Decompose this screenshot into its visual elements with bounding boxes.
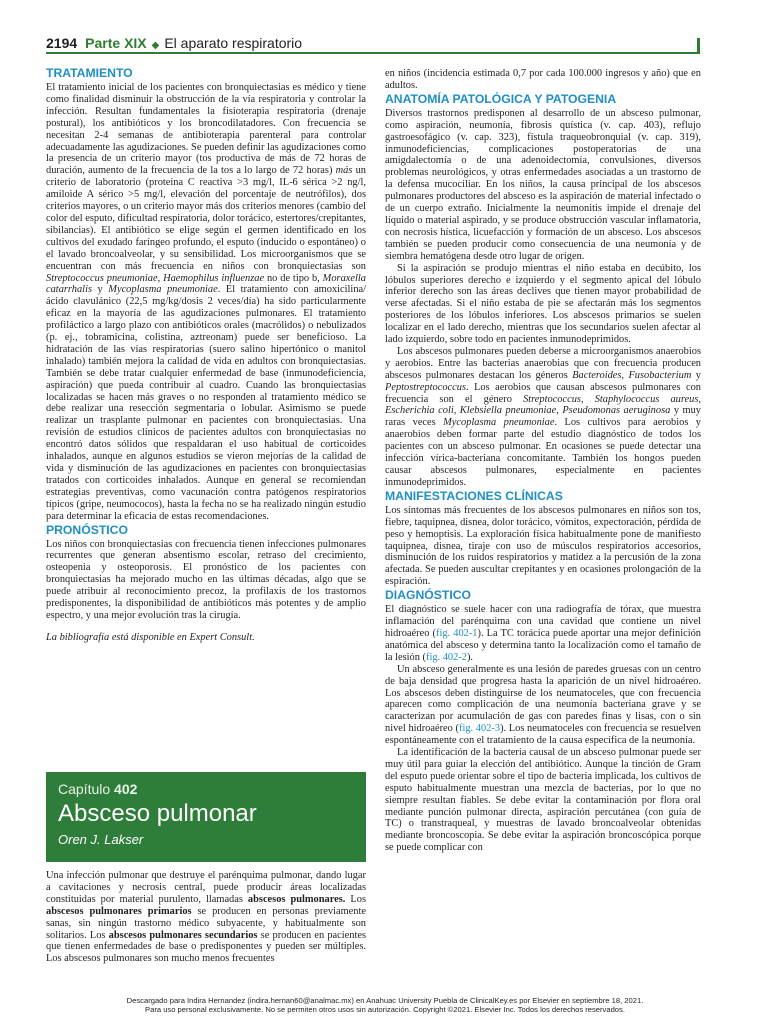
text-run: ). [466,651,474,663]
header-rule [46,52,700,54]
text-run: y [691,369,701,381]
chapter-label [58,780,354,798]
tratamiento-heading: TRATAMIENTO [46,66,133,80]
figure-link[interactable]: fig. 402-3 [459,723,501,735]
footer-line-1: Descargado para Indira Hernandez (indira.hernan60@analmac.mx) en Anahuac University Puebla de ClinicalKey.es por Elsevier en septiembre 18, 2021. [126,996,644,1005]
anatomia-paragraph-1: Diversos trastornos predisponen al desarrollo de un absceso pulmonar, como aspiración, neumonía, fibrosis quística (v. cap. 403), reflujo gastroesofágico (v. cap. 323), fístula traqueobronquial (v. cap. 319), inmunodeficiencias, complicaciones postoperatorias de una amigdalectomía o de una adenoidectomía, convulsiones, diversos problemas neurológicos, y otras enfermedades asociadas a un trastorno de la defensa mucociliar. En los niños, la causa principal de los abscesos pulmonares productores del absceso es la aspiración de material infectado o de un cuerpo extraño. Inicialmente la neumonitis impide el drenaje del líquido o material aspirado, y se produce obstrucción vascular inflamatoria, con necrosis hística, licuefacción y formación de un absceso. Los abscesos también se pueden producir como consecuencia de una neumonía y de siembra hematógena desde otro lugar de origen. [385,107,701,262]
page-number: 2194 [46,35,78,51]
text-run-italic: Mycoplasma pneumoniae [443,417,555,429]
chapter-intro [46,870,366,965]
text-run: Los abscesos pulmonares pueden deberse a microorganismos anaerobios y aerobios. Entre las bacterias anaerobias que con frecuencia producen abscesos pulmonares destacan los géneros [385,345,701,381]
part-label: Parte XIX [85,35,147,51]
manifestaciones-paragraph: Los síntomas más frecuentes de los abscesos pulmonares en niños son tos, fiebre, taquipnea, disnea, dolor torácico, vómitos, expectoración, pérdida de peso y hemoptisis. La exploración física habitualmente pone de manifiesto taquipnea, disnea, tiraje con uso de músculos respiratorios accesorios, disminución de los ruidos respiratorios y matidez a la percusión de la zona afectada. Se pueden auscultar crepitantes y en ocasiones prolongación de la espiración. [385,504,701,588]
diagnostico-heading: DIAGNÓSTICO [385,588,471,603]
text-run: y muy raras veces [385,405,701,429]
chapter-title-box [46,772,366,862]
intro-paragraph [46,870,366,965]
text-run: . Los aerobios que causan abscesos pulmonares con frecuencia son el género [385,381,701,405]
download-footer [60,996,710,1014]
diagnostico-paragraph-2 [385,664,701,747]
text-run: ). La TC torácica puede aportar una mejor definición anatómica del absceso y determina tanto la localización como el tamaño de la lesión ( [385,627,701,663]
left-column [46,66,366,644]
text-run-italic: más [335,165,353,177]
chapter-word: Capítulo [58,781,111,797]
anatomia-heading: ANATOMÍA PATOLÓGICA Y PATOGENIA [385,91,617,106]
diagnostico-paragraph-1 [385,604,701,664]
anatomia-paragraph-3 [385,346,701,489]
text-run: Un absceso generalmente es una lesión de paredes gruesas con un centro de baja densidad que progresa hasta la aparición de un nivel hidroaéreo. Los abscesos deben distinguirse de los neumatoceles, que con frecuencia aparecen como complicación de una neumonía bacteriana grave y se caracterizan por acumulación de gas con paredes finas y lisas, con o sin nivel hidroaéreo ( [385,663,701,735]
chapter-author: Oren J. Lakser [58,832,144,847]
text-run-italic: Bacteroides, Fusobacterium [572,369,692,381]
pronostico-paragraph: Los niños con bronquiectasias con frecuencia tienen infecciones pulmonares recurrentes que generan absentismo escolar, retraso del crecimiento, osteopenia y osteoporosis. El pronóstico de los pacientes con bronquiectasias ha mejorado mucho en las últimas décadas, algo que se puede atribuir al reconocimiento precoz, la profilaxis de los trastornos predisponentes, la disponibilidad de antibióticos más potentes y de amplio espectro, y una mejor evolución tras la cirugía. [46,538,366,621]
text-run: . Los cultivos para aerobios y anaerobios deben formar parte del estudio diagnóstico de todos los pacientes con un absceso pulmonar. En ocasiones se puede detectar una infección vírica-bacteriana concomitante. También los hongos pueden causar abscesos pulmonares, especialmente en pacientes inmunodeprimidos. [385,417,701,488]
figure-link[interactable]: fig. 402-1 [436,627,478,639]
text-run-italic: Moraxella catarrhalis [46,272,366,296]
footer-line-2: Para uso personal exclusivamente. No se permiten otros usos sin autorización. Copyright ©2021. Elsevier Inc. Todos los derechos reservados. [145,1005,625,1014]
text-run: Una infección pulmonar que destruye el parénquima pulmonar, dando lugar a cavitaciones y necrosis central, puede producir áreas localizadas constituidas por material purulento, llamadas [46,870,366,905]
manifestaciones-heading: MANIFESTACIONES CLÍNICAS [385,488,563,503]
text-run-bold: abscesos pulmonares primarios [46,905,192,917]
header-rule-tick [697,38,700,54]
text-run-bold: abscesos pulmonares secundarios [108,929,258,941]
text-run: no de tipo b, [264,272,323,284]
running-header [46,34,700,56]
text-run: se producen en pacientes que tienen enfermedades de base o predisponentes y pueden ser múltiples. Los abscesos pulmonares son mucho menos frecuentes [46,929,367,965]
text-run-bold: abscesos pulmonares. [247,893,346,905]
section-title: El aparato respiratorio [164,35,303,51]
text-run: ). Los neumatoceles con frecuencia se resuelven espontáneamente con el tratamiento de la causa específica de la neumonía. [385,723,701,747]
text-run: un criterio de laboratorio (proteína C reactiva >3 mg/l, IL-6 sérica >2 ng/l, amiloide A sérico >5 mg/l, elevación del porcentaje de neutrófilos), dos criterios mayores, o un criterio mayor más dos criterios menores (cambio del color del esputo, dificultad respiratoria, dolor torácico, estertores/crepitantes, sibilancias). El antibiótico se elige según el germen identificado en los cultivos del exudado faríngeo profundo, el esputo (inducido o espontáneo) o el lavado broncoalveolar, y su sensibilidad. Los microorganismos que se encuentran con más frecuencia en niños con bronquiectasias son [46,165,366,272]
diagnostico-paragraph-3: La identificación de la bacteria causal de un absceso pulmonar puede ser muy útil para guiar la elección del antibiótico. Aunque la tinción de Gram del esputo puede orientar sobre el tipo de bacteria implicada, los cultivos de esputo habitualmente muestran una mezcla de bacterias, por lo que no siempre resultan fiables. Se debe evitar la contaminación por flora oral mediante punción pulmonar directa, aspiración percutánea (con guía de TC) o transtraqueal, y muestras de lavado broncoalveolar obtenidas mediante broncoscopia. Se debe evitar la aspiración broncoscópica porque se puede complicar con [385,747,701,854]
chapter-number: 402 [114,781,138,797]
text-run-italic: Peptostreptococcus [385,381,466,393]
text-run-italic: Streptococcus pneumoniae [46,272,158,284]
diamond-icon: ◆ [151,40,160,51]
text-run-italic: Haemophilus influenzae [163,272,265,284]
text-run: se producen en personas previamente sanas, sin ningún trastorno médico subyacente, y habitualmente son solitarios. Los [46,905,366,941]
text-run: El diagnóstico se suele hacer con una radiografía de tórax, que muestra inflamación del parénquima con una cavidad que contiene un nivel hidroaéreo ( [385,604,701,639]
text-run: . El tratamiento con amoxicilina/ácido clavulánico (22,5 mg/kg/dosis 2 veces/día) ha sido particularmente eficaz en la mayoría de las agudizaciones pulmonares. El tratamiento profiláctico a largo plazo con antibióticos orales (macrólidos) o nebulizados (p. ej., tobramicina, colistina, aztreonam) puede ser beneficioso. La hidratación de las vías respiratorias (suero salino hipertónico o manitol inhalado) también mejora la calidad de vida en adultos con bronquiectasias. También se debe tratar cualquier enfermedad de base (inmunodeficiencia, aspiración) que pueda contribuir al cuadro. Cuando las bronquiectasias localizadas se hacen más graves o no responden al tratamiento médico se debe realizar una resección segmentaria o lobular. Asimismo se puede realizar un trasplante pulmonar en pacientes con bronquiectasias. Una revisión de estudios clínicos de pacientes adultos con bronquiectasias no encontró datos sólidos que respaldaran el uso habitual de corticoides inhalados, aunque en algunos estudios se vieron mejorías de la calidad de vida y disminución de las agudizaciones en pacientes con bronquiectasias tratados con corticoides inhalados. Aunque en general se recomiendan estrategias preventivas, como vacunación contra patógenos respiratorios típicos (gripe, neumococos), hasta la fecha no se ha realizado ningún estudio para determinar la eficacia de estas recomendaciones. [46,284,367,522]
figure-link[interactable]: fig. 402-2 [425,651,467,663]
right-column [385,68,701,854]
chapter-title: Absceso pulmonar [58,800,257,827]
bibliography-note: La bibliografía está disponible en Expert Consult. [46,631,255,643]
text-run: y [92,284,109,296]
anatomia-paragraph-2: Si la aspiración se produjo mientras el niño estaba en decúbito, los lóbulos superiores derecho e izquierdo y el segmento apical del lóbulo inferior derecho son las áreas declives que tienen mayor probabilidad de verse afectadas. Si el niño estaba de pie se afectarán más los segmentos posteriores de los lóbulos inferiores. Los abscesos primarios se suelen localizar en el lado derecho, mientras que los secundarios suelen afectar al lado izquierdo, sobre todo en pacientes inmunodeprimidos. [385,262,701,346]
text-run-italic: Streptococcus, Staphylococcus aureus, Escherichia coli, Klebsiella pneumoniae, Pseudomonas aeruginosa [385,393,701,417]
text-run: El tratamiento inicial de los pacientes con bronquiectasias es médico y tiene como finalidad disminuir la obstrucción de la vía respiratoria y controlar la infección. Resultan fundamentales la fisioterapia respiratoria (drenaje postural), los antibióticos y los broncodilatadores. Con frecuencia se necesitan 2-4 semanas de antibioterapia parenteral para controlar adecuadamente las agudizaciones. Se pueden definir las agudizaciones como la presencia de un criterio mayor (tos productiva de más de 72 horas de duración, aumento de la frecuencia de la tos a lo largo de 72 horas) [46,82,366,177]
text-run: , [157,272,164,284]
continuation-paragraph: en niños (incidencia estimada 0,7 por cada 100.000 ingresos y año) que en adultos. [385,68,701,91]
tratamiento-paragraph [46,82,366,523]
text-run-italic: Mycoplasma pneumoniae [108,284,218,296]
pronostico-heading: PRONÓSTICO [46,522,128,537]
text-run: Los [345,893,366,905]
